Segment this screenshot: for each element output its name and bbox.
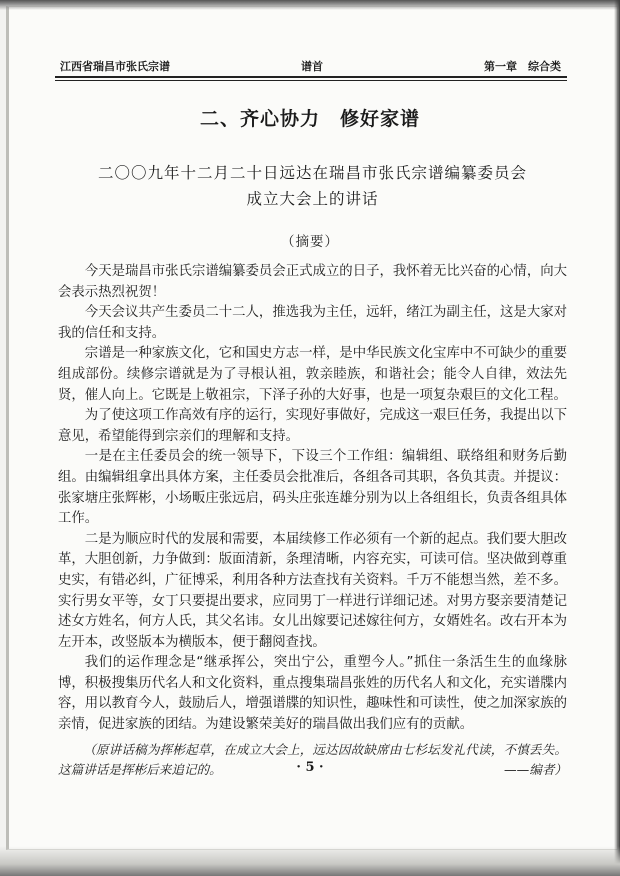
body-text xyxy=(58,262,567,781)
scan-top-shadow xyxy=(0,0,620,10)
speech-title-line-2: 成立大会上的讲话 xyxy=(246,190,379,208)
scan-right-edge xyxy=(614,0,620,876)
running-header xyxy=(55,58,567,76)
header-chapter: 第一章 综合类 xyxy=(484,60,561,73)
paragraph-1: 今天是瑞昌市张氏宗谱编纂委员会正式成立的日子，我怀着无比兴奋的心情，向大会表示热烈祝贺！ xyxy=(58,264,567,300)
editor-signature: ——编者） xyxy=(504,762,567,778)
paragraph-6: 二是为顺应时代的发展和需要，本届续修工作必须有一个新的起点。我们要大胆改革，大胆创新，力争做到：版面清新，条理清晰，内容充实，可读可信。坚决做到尊重史实，有错必纠，广征博采，利用各种方法查找有关资料。千万不能想当然，差不多。实行男女平等，女丁只要提出要求，应同男丁一样进行详细记述。对男方娶亲要清楚记述女方姓名，何方人氏，其父名讳。女儿出嫁要记述嫁往何方，女婿姓名。改右开本为左开本，改竖版本为横版本，便于翻阅查找。 xyxy=(58,531,567,650)
header-rule xyxy=(55,76,567,81)
paragraph-5: 一是在主任委员会的统一领导下，下设三个工作组：编辑组、联络组和财务后勤组。由编辑组拿出具体方案，主任委员会批准后，各组各司其职，各负其责。并提议：张家塘庄张辉彬，小场畈庄张远启，码头庄张连雄分别为以上各组组长，负责各组具体工作。 xyxy=(58,449,567,527)
editor-note-text: （原讲话稿为挥彬起草，在成立大会上，远达因故缺席由七杉坛发礼代读，不慎丢失。这篇讲话是挥彬后来追记的。 xyxy=(58,741,567,778)
header-book-title: 江西省瑞昌市张氏宗谱 xyxy=(60,60,170,73)
speech-title-line-1: 二〇〇九年十二月二十日远达在瑞昌市张氏宗谱编纂委员会 xyxy=(97,164,527,182)
page-number: · 5 · xyxy=(296,760,324,775)
section-title: 二、齐心协力 修好家谱 xyxy=(199,108,420,130)
paragraph-2: 今天会议共产生委员二十二人，推选我为主任，远轩，绪江为副主任，这是大家对我的信任和支持。 xyxy=(58,305,567,341)
abstract-label: （摘要） xyxy=(281,234,339,250)
paragraph-7: 我们的运作理念是“继承挥公，突出宁公，重塑今人。”抓住一条活生生的血缘脉博，积极搜集历代名人和文化资料，重点搜集瑞昌张姓的历代名人和文化，充实谱牒内容，用以教育今人，鼓励后人，增强谱牒的知识性，趣味性和可读性，使之加深家族的亲情，促进家族的团结。为建设繁荣美好的瑞昌做出我们应有的贡献。 xyxy=(58,655,567,733)
paragraph-4: 为了使这项工作高效有序的运行，实现好事做好，完成这一艰巨任务，我提出以下意见，希望能得到宗亲们的理解和支持。 xyxy=(58,408,567,444)
scan-bottom-edge xyxy=(0,846,620,876)
header-section: 谱首 xyxy=(301,60,323,73)
paragraph-3: 宗谱是一种家族文化，它和国史方志一样，是中华民族文化宝库中不可缺少的重要组成部份。续修宗谱就是为了寻根认祖，敦亲睦族，和谐社会；能令人自律，效法先贤，催人向上。它既是上敬祖宗，下泽子孙的大好事，也是一项复杂艰巨的文化工程。 xyxy=(58,346,567,403)
speech-title xyxy=(60,160,565,212)
